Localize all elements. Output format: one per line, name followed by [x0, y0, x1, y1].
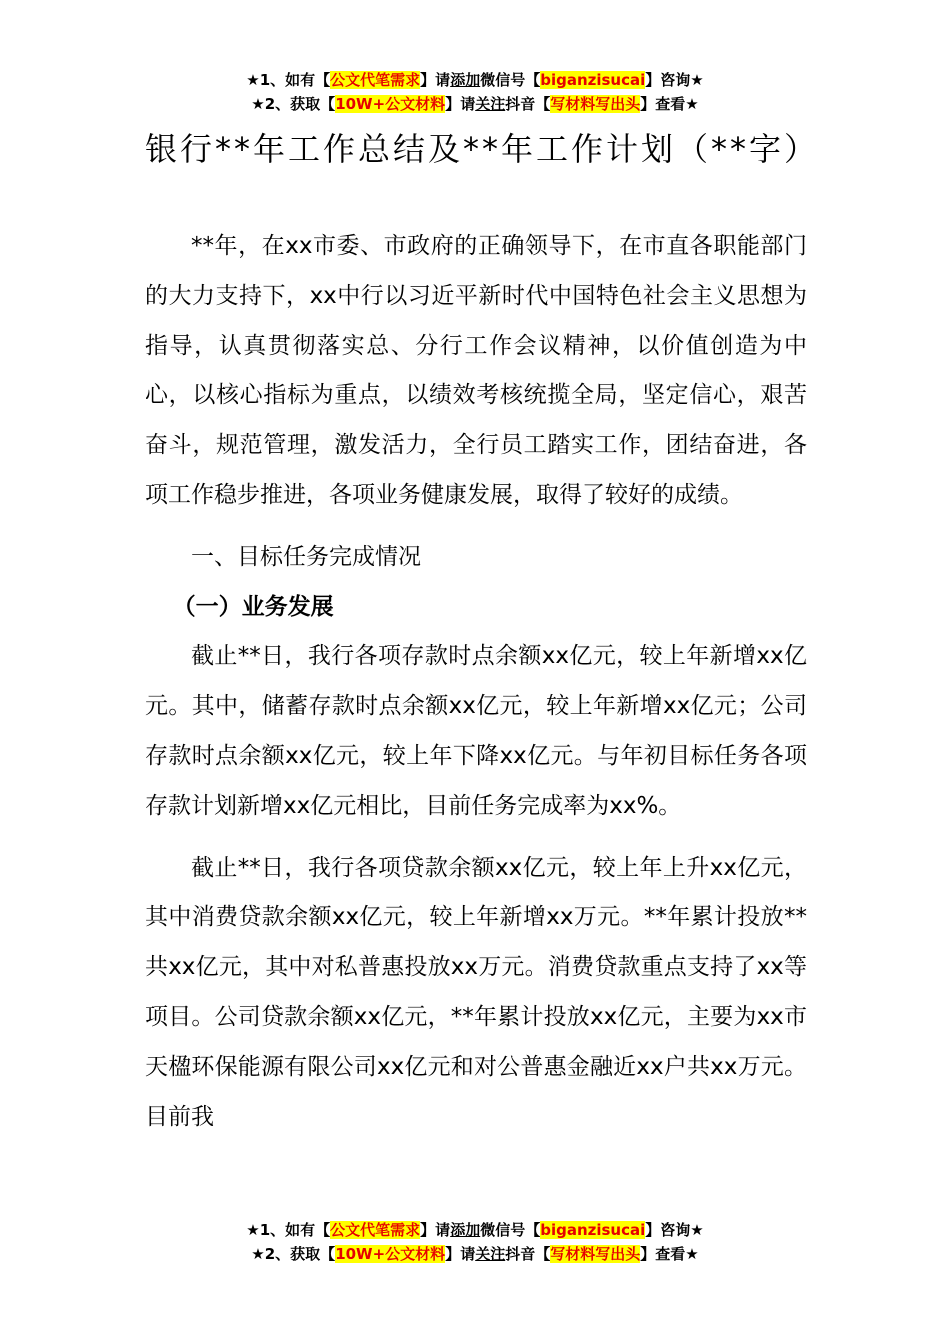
promo-highlight: 10W+公文材料 — [335, 95, 446, 113]
promo-line-1: ★1、如有【公文代笔需求】请添加微信号【biganzisucai】咨询★ — [246, 71, 704, 89]
footer-promo-banner — [0, 1218, 950, 1266]
promo-line-1: ★1、如有【公文代笔需求】请添加微信号【biganzisucai】咨询★ — [246, 1221, 704, 1239]
document-body — [145, 222, 807, 1142]
promo-line-2: ★2、获取【10W+公文材料】请关注抖音【写材料写出头】查看★ — [251, 95, 699, 113]
promo-highlight: 公文代笔需求 — [330, 1221, 421, 1239]
document-title: 银行**年工作总结及**年工作计划（**字） — [145, 130, 820, 168]
section-heading: 一、目标任务完成情况 — [191, 543, 421, 570]
promo-highlight: 写材料写出头 — [550, 95, 641, 113]
promo-highlight: 公文代笔需求 — [330, 71, 421, 89]
header-promo-banner — [0, 68, 950, 116]
body-paragraph: 截止**日，我行各项存款时点余额xx亿元，较上年新增xx亿元。其中，储蓄存款时点余额xx亿元，较上年新增xx亿元；公司存款时点余额xx亿元，较上年下降xx亿元。与年初目标任务各项存款计划新增xx亿元相比，目前任务完成率为xx%。 — [145, 643, 807, 819]
promo-highlight: 10W+公文材料 — [335, 1245, 446, 1263]
promo-highlight: biganzisucai — [540, 71, 646, 89]
promo-highlight: biganzisucai — [540, 1221, 646, 1239]
body-paragraph: 截止**日，我行各项贷款余额xx亿元，较上年上升xx亿元，其中消费贷款余额xx亿元，较上年新增xx万元。**年累计投放**共xx亿元，其中对私普惠投放xx万元。消费贷款重点支持了xx等项目。公司贷款余额xx亿元，**年累计投放xx亿元，主要为xx市天楹环保能源有限公司xx亿元和对公普惠金融近xx户共xx万元。目前我 — [145, 854, 807, 1130]
intro-paragraph: **年，在xx市委、市政府的正确领导下，在市直各职能部门的大力支持下，xx中行以习近平新时代中国特色社会主义思想为指导，认真贯彻落实总、分行工作会议精神，以价值创造为中心，以核心指标为重点，以绩效考核统揽全局，坚定信心，艰苦奋斗，规范管理，激发活力，全行员工踏实工作，团结奋进，各项工作稳步推进，各项业务健康发展，取得了较好的成绩。 — [145, 233, 807, 508]
promo-line-2: ★2、获取【10W+公文材料】请关注抖音【写材料写出头】查看★ — [251, 1245, 699, 1263]
subsection-heading: （一）业务发展 — [172, 593, 334, 620]
promo-highlight: 写材料写出头 — [550, 1245, 641, 1263]
